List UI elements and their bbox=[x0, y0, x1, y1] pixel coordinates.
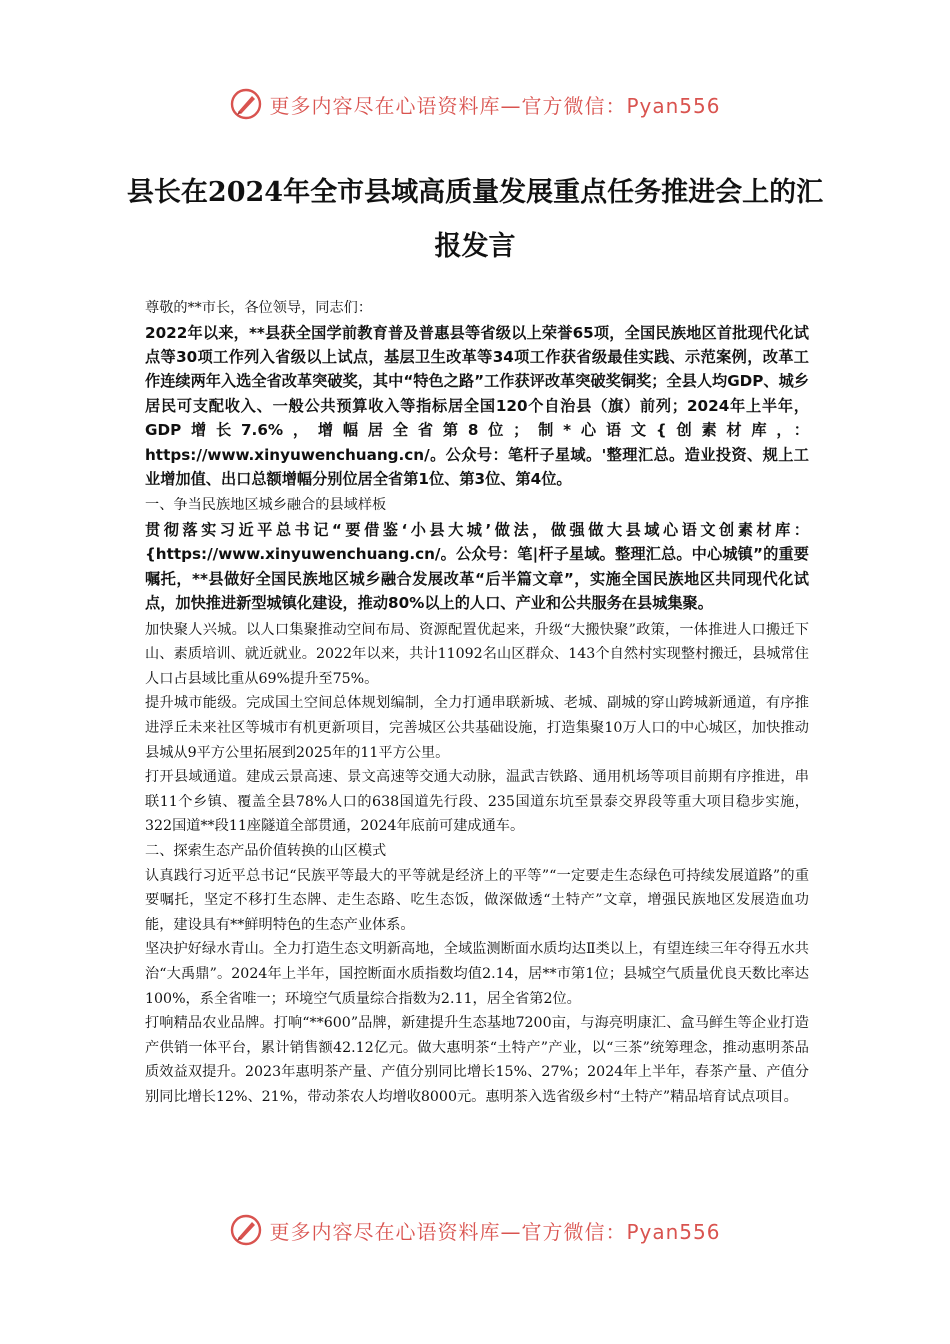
document-body bbox=[145, 296, 809, 1110]
paragraph-bold: 贯彻落实习近平总书记“要借鉴‘小县大城’做法，做强做大县域心语文创素材库：{https://www.xinyuwenchuang.cn/。公众号：笔|杆子星域。整理汇总。中心城镇”的重要嘱托，**县做好全国民族地区城乡融合发展改革“后半篇文章”，实施全国民族地区共同现代化试点，加快推进新型城镇化建设，推动80%以上的人口、产业和公共服务在县城集聚。 bbox=[145, 521, 809, 613]
watermark-text: 更多内容尽在心语资料库—官方微信：Pyan556 bbox=[269, 93, 721, 118]
paragraph: 提升城市能级。完成国土空间总体规划编制，全力打通串联新城、老城、副城的穿山跨城新通道，有序推进浮丘未来社区等城市有机更新项目，完善城区公共基础设施，打造集聚10万人口的中心城区，加快推动县城从9平方公里拓展到2025年的11平方公里。 bbox=[145, 695, 809, 761]
watermark-top bbox=[0, 84, 950, 124]
watermark-text: 更多内容尽在心语资料库—官方微信：Pyan556 bbox=[269, 1219, 721, 1244]
paragraph: 打响精品农业品牌。打响“**600”品牌，新建提升生态基地7200亩，与海亮明康汇、盒马鲜生等企业打造产供销一体平台，累计销售额42.12亿元。做大惠明茶“土特产”产业，以“三茶”统筹理念，推动惠明茶品质效益双提升。2023年惠明茶产量、产值分别同比增长15%、27%；2024年上半年，春茶产量、产值分别同比增长12%、21%，带动茶农人均增收8000元。惠明茶入选省级乡村“土特产”精品培育试点项目。 bbox=[145, 1015, 809, 1105]
salutation: 尊敬的**市长，各位领导，同志们： bbox=[145, 300, 373, 316]
page-title: 县长在2024年全市县域高质量发展重点任务推进会上的汇报发言 bbox=[126, 177, 824, 263]
pen-circle-icon bbox=[229, 87, 263, 121]
paragraph: 加快聚人兴城。以人口集聚推动空间布局、资源配置优起来，升级“大搬快聚”政策，一体推进人口搬迁下山、素质培训、就近就业。2022年以来，共计11092名山区群众、143个自然村实现整村搬迁，县城常住人口占县域比重从69%提升至75%。 bbox=[145, 621, 809, 687]
section-heading: 一、争当民族地区城乡融合的县域样板 bbox=[145, 497, 387, 514]
paragraph: 打开县域通道。建成云景高速、景文高速等交通大动脉，温武吉铁路、通用机场等项目前期有序推进，串联11个乡镇、覆盖全县78%人口的638国道先行段、235国道东坑至景泰交界段等重大项目稳步实施，322国道**段11座隧道全部贯通，2024年底前可建成通车。 bbox=[145, 769, 809, 835]
paragraph-bold: 2022年以来，**县获全国学前教育普及普惠县等省级以上荣誉65项，全国民族地区首批现代化试点等30项工作列入省级以上试点，基层卫生改革等34项工作获省级最佳实践、示范案例，改革工作连续两年入选全省改革突破奖，其中“特色之路”工作获评改革突破奖铜奖；全县人均GDP、城乡居民可支配收入、一般公共预算收入等指标居全国120个自治县（旗）前列；2024年上半年，GDP增长7.6%，增幅居全省第8位；制*心语文{创素材库，：https://www.xinyuwenchuang.cn/。公众号：笔杆子星域。'整理汇总。造业投资、规上工业增加值、出口总额增幅分别位居全省第1位、第3位、第4位。 bbox=[145, 323, 809, 489]
section-heading: 二、探索生态产品价值转换的山区模式 bbox=[145, 843, 387, 859]
pen-circle-icon bbox=[229, 1213, 263, 1247]
watermark-bottom bbox=[0, 1210, 950, 1250]
paragraph: 坚决护好绿水青山。全力打造生态文明新高地，全域监测断面水质均达Ⅱ类以上，有望连续三年夺得五水共治“大禹鼎”。2024年上半年，国控断面水质指数均值2.14，居**市第1位；县城空气质量优良天数比率达100%，系全省唯一；环境空气质量综合指数为2.11，居全省第2位。 bbox=[145, 941, 809, 1007]
paragraph: 认真践行习近平总书记“民族平等最大的平等就是经济上的平等”“一定要走生态绿色可持续发展道路”的重要嘱托，坚定不移打生态牌、走生态路、吃生态饭，做深做透“土特产”文章，增强民族地区发展造血功能，建设具有**鲜明特色的生态产业体系。 bbox=[145, 867, 810, 933]
